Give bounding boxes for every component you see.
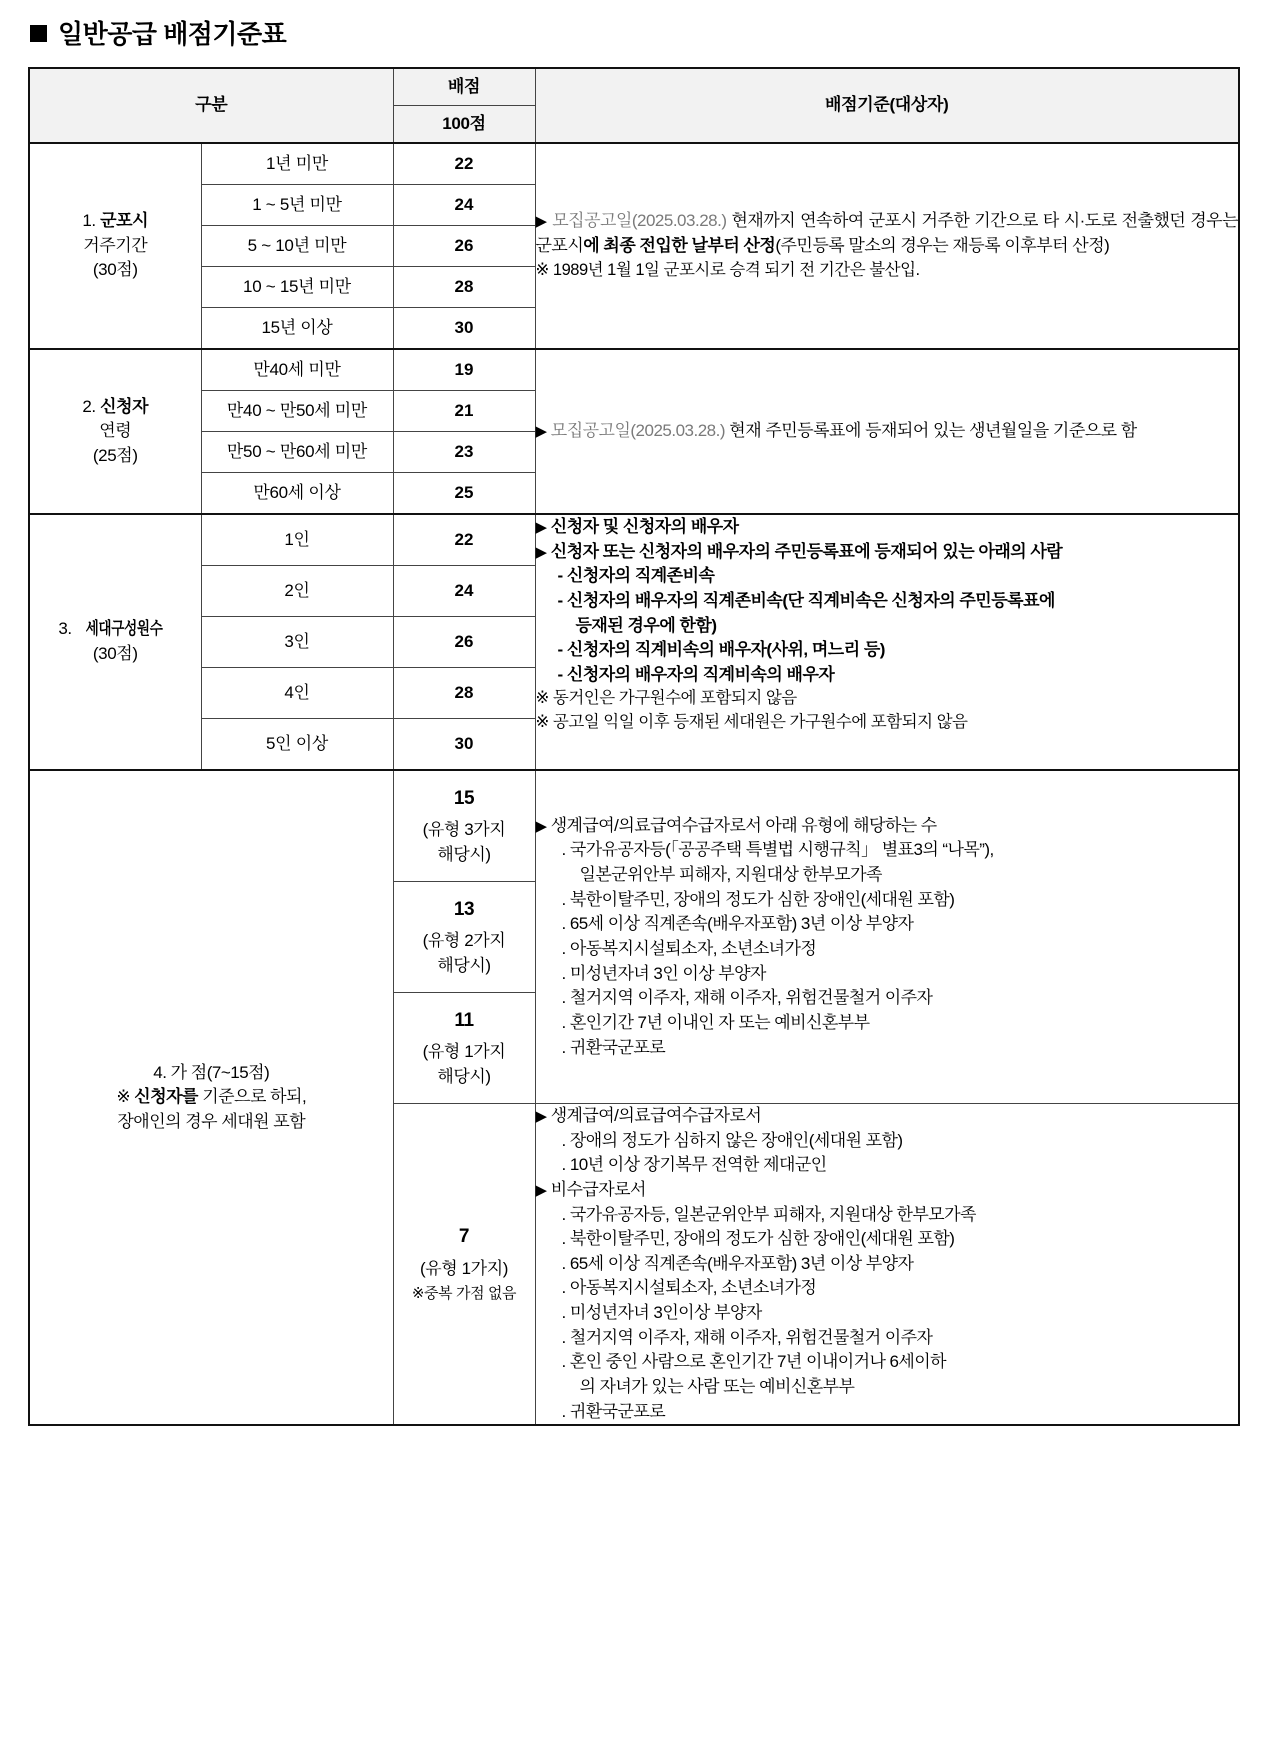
- square-bullet-icon: [30, 25, 47, 42]
- criteria-item: . 아동복지시설퇴소자, 소년소녀가정: [561, 939, 817, 958]
- dash-bullet-icon: -: [557, 590, 563, 610]
- dot-bullet-icon: .: [561, 1253, 566, 1273]
- section-label-age: [29, 349, 201, 514]
- table-row: [29, 514, 1239, 566]
- section-label-line1: 3. 세대구성원수: [58, 619, 163, 639]
- triangle-bullet-icon: ▶: [535, 213, 548, 231]
- condition-cell: 만40세 미만: [201, 349, 393, 391]
- bonus-label-line1: 4. 가 점(7~15점): [153, 1062, 270, 1082]
- dot-bullet-icon: .: [561, 1204, 566, 1224]
- condition-cell: 15년 이상: [201, 308, 393, 350]
- criteria-item: ▶ 생계급여/의료급여수급자로서 아래 유형에 해당하는 수: [535, 815, 937, 835]
- points-sub2: 해당시): [437, 955, 491, 975]
- section-label-bonus: [29, 770, 393, 1425]
- dash-bullet-icon: -: [557, 566, 563, 586]
- points-sub2: 해당시): [437, 1066, 491, 1086]
- criteria-item: . 혼인기간 7년 이내인 자 또는 예비신혼부부: [561, 1012, 870, 1032]
- section-label-household: [29, 514, 201, 770]
- header-points-total: 100점: [393, 106, 535, 144]
- dot-bullet-icon: .: [561, 914, 566, 934]
- section-label-line1: 2. 신청자: [82, 396, 149, 416]
- dot-bullet-icon: .: [561, 840, 566, 860]
- points-cell: 26: [393, 617, 535, 668]
- criteria-cell-bonus-group2: [535, 1104, 1239, 1426]
- dot-bullet-icon: .: [561, 1229, 566, 1249]
- condition-cell: 4인: [201, 668, 393, 719]
- criteria-note: ※ 동거인은 가구원수에 포함되지 않음: [535, 689, 797, 708]
- condition-cell: 만50 ~ 만60세 미만: [201, 432, 393, 473]
- table-row: [29, 349, 1239, 391]
- criteria-item: . 국가유공자등(「공공주택 특별법 시행규칙」 별표3의 “나목”),: [561, 840, 994, 860]
- condition-cell: 만60세 이상: [201, 473, 393, 515]
- criteria-item: . 미성년자녀 3인 이상 부양자: [561, 963, 766, 983]
- criteria-item-cont: 의 자녀가 있는 사람 또는 예비신혼부부: [579, 1377, 855, 1397]
- dot-bullet-icon: .: [561, 1037, 566, 1057]
- section-label-line3: (25점): [92, 445, 138, 465]
- bonus-label-line3: 장애인의 경우 세대원 포함: [117, 1111, 306, 1131]
- points-cell: 22: [393, 143, 535, 185]
- criteria-note: ※ 공고일 익일 이후 등재된 세대원은 가구원수에 포함되지 않음: [535, 713, 968, 732]
- dot-bullet-icon: .: [561, 1352, 566, 1372]
- dot-bullet-icon: .: [561, 1401, 566, 1421]
- points-value: 15: [453, 787, 475, 809]
- criteria-item: . 아동복지시설퇴소자, 소년소녀가정: [561, 1278, 817, 1298]
- points-cell-15: [393, 770, 535, 882]
- scoring-criteria-table: [28, 67, 1240, 1426]
- criteria-paragraph: [536, 209, 1239, 258]
- criteria-item: ▶ 생계급여/의료급여수급자로서: [535, 1106, 762, 1125]
- criteria-cell-bonus-group1: [535, 770, 1239, 1104]
- points-cell: 30: [393, 308, 535, 350]
- points-sub1: (유형 3가지: [422, 820, 506, 840]
- dot-bullet-icon: .: [561, 1012, 566, 1032]
- dash-bullet-icon: -: [557, 640, 563, 660]
- criteria-item: ▶ 신청자 또는 신청자의 배우자의 주민등록표에 등재되어 있는 아래의 사람: [535, 541, 1063, 561]
- criteria-item: . 철거지역 이주자, 재해 이주자, 위험건물철거 이주자: [561, 1327, 933, 1347]
- condition-cell: 5 ~ 10년 미만: [201, 226, 393, 267]
- points-sub1: (유형 2가지: [422, 931, 506, 951]
- criteria-paragraph: [536, 419, 1239, 444]
- table-row: [29, 143, 1239, 185]
- criteria-item: . 철거지역 이주자, 재해 이주자, 위험건물철거 이주자: [561, 988, 933, 1008]
- criteria-item: ▶ 비수급자로서: [535, 1179, 646, 1199]
- dot-bullet-icon: .: [561, 889, 566, 909]
- points-cell-7: [393, 1104, 535, 1426]
- criteria-text-1: 현재 주민등록표에 등재되어 있는 생년월일을 기준으로 함: [729, 421, 1137, 441]
- points-sub2: ※중복 가점 없음: [411, 1285, 517, 1303]
- condition-cell: 만40 ~ 만50세 미만: [201, 391, 393, 432]
- condition-cell: 1 ~ 5년 미만: [201, 185, 393, 226]
- dot-bullet-icon: .: [561, 1130, 566, 1150]
- page-title: [28, 14, 1240, 51]
- triangle-bullet-icon: ▶: [535, 1181, 547, 1199]
- points-sub2: 해당시): [437, 844, 491, 864]
- section-label-line2: 연령: [99, 421, 132, 441]
- criteria-note: ※ 1989년 1월 1일 군포시로 승격 되기 전 기간은 불산입.: [535, 260, 920, 279]
- dot-bullet-icon: .: [561, 1303, 566, 1323]
- table-row: [29, 770, 1239, 882]
- criteria-item: . 혼인 중인 사람으로 혼인기간 7년 이내이거나 6세이하: [561, 1352, 947, 1372]
- criteria-item: . 65세 이상 직계존속(배우자포함) 3년 이상 부양자: [561, 1253, 914, 1273]
- dot-bullet-icon: .: [561, 963, 566, 983]
- criteria-item: . 65세 이상 직계존속(배우자포함) 3년 이상 부양자: [561, 914, 914, 934]
- criteria-item: . 북한이탈주민, 장애의 정도가 심한 장애인(세대원 포함): [561, 1229, 955, 1249]
- criteria-cell-age: [535, 349, 1239, 514]
- criteria-item: . 10년 이상 장기복무 전역한 제대군인: [561, 1155, 827, 1175]
- points-sub1: (유형 1가지: [422, 1042, 506, 1062]
- dot-bullet-icon: .: [561, 988, 566, 1008]
- condition-cell: 10 ~ 15년 미만: [201, 267, 393, 308]
- dot-bullet-icon: .: [561, 1278, 566, 1298]
- points-value: 13: [453, 898, 475, 920]
- page-title-text: 일반공급 배점기준표: [58, 19, 287, 49]
- criteria-item: - 신청자의 배우자의 직계비속의 배우자: [557, 664, 835, 684]
- points-cell: 23: [393, 432, 535, 473]
- criteria-item: - 신청자의 직계존비속: [557, 566, 715, 586]
- condition-cell: 3인: [201, 617, 393, 668]
- criteria-text-1: 현재까지 연속하여 군포시 거주한 기간으로 타 시·도로 전출했던 경우는 군포시: [535, 211, 1239, 256]
- points-value: 11: [454, 1009, 474, 1031]
- triangle-bullet-icon: ▶: [535, 543, 547, 561]
- criteria-text-bold: 에 최종 전입한 날부터 산정: [583, 236, 776, 256]
- section-label-residence: [29, 143, 201, 349]
- dash-bullet-icon: -: [557, 664, 563, 684]
- criteria-item: ▶ 신청자 및 신청자의 배우자: [535, 517, 739, 536]
- points-cell: 30: [393, 719, 535, 771]
- criteria-item: . 장애의 정도가 심하지 않은 장애인(세대원 포함): [561, 1130, 903, 1150]
- criteria-date: 모집공고일(2025.03.28.): [550, 421, 726, 441]
- criteria-item: . 귀환국군포로: [561, 1401, 666, 1421]
- criteria-cell-household: [535, 514, 1239, 770]
- points-cell: 26: [393, 226, 535, 267]
- triangle-bullet-icon: ▶: [535, 817, 547, 835]
- section-label-line2: 거주기간: [83, 235, 148, 255]
- criteria-cell-residence: [535, 143, 1239, 349]
- criteria-item: . 미성년자녀 3인이상 부양자: [561, 1303, 762, 1323]
- criteria-item: . 국가유공자등, 일본군위안부 피해자, 지원대상 한부모가족: [561, 1204, 976, 1224]
- section-label-line1: 1. 군포시: [82, 211, 149, 231]
- criteria-item-cont: 일본군위안부 피해자, 지원대상 한부모가족: [579, 865, 882, 885]
- header-points: 배점: [393, 68, 535, 106]
- criteria-item: . 귀환국군포로: [561, 1037, 666, 1057]
- points-cell: 22: [393, 514, 535, 566]
- bonus-label-line2: ※ 신청자를 기준으로 하되,: [116, 1087, 307, 1107]
- condition-cell: 1인: [201, 514, 393, 566]
- triangle-bullet-icon: ▶: [535, 1108, 547, 1125]
- section-label-line3: (30점): [92, 260, 138, 280]
- condition-cell: 5인 이상: [201, 719, 393, 771]
- triangle-bullet-icon: ▶: [535, 423, 547, 441]
- points-sub1: (유형 1가지): [420, 1258, 508, 1278]
- points-cell: 24: [393, 566, 535, 617]
- points-cell-11: [393, 993, 535, 1104]
- criteria-item: - 신청자의 직계비속의 배우자(사위, 며느리 등): [557, 640, 885, 660]
- dot-bullet-icon: .: [561, 1155, 566, 1175]
- dot-bullet-icon: .: [561, 939, 566, 958]
- section-label-line3: (30점): [92, 644, 138, 663]
- criteria-item: - 신청자의 배우자의 직계존비속(단 직계비속은 신청자의 주민등록표에: [557, 590, 1055, 610]
- header-criteria: 배점기준(대상자): [535, 68, 1239, 143]
- points-cell: 28: [393, 668, 535, 719]
- criteria-item-cont: 등재된 경우에 한함): [575, 615, 717, 635]
- points-cell-13: [393, 882, 535, 993]
- points-cell: 19: [393, 349, 535, 391]
- condition-cell: 1년 미만: [201, 143, 393, 185]
- points-cell: 28: [393, 267, 535, 308]
- triangle-bullet-icon: ▶: [535, 519, 547, 536]
- criteria-item: . 북한이탈주민, 장애의 정도가 심한 장애인(세대원 포함): [561, 889, 955, 909]
- points-value: 7: [458, 1226, 470, 1248]
- header-category: 구분: [29, 68, 393, 143]
- points-cell: 24: [393, 185, 535, 226]
- points-cell: 25: [393, 473, 535, 515]
- dot-bullet-icon: .: [561, 1327, 566, 1347]
- criteria-date: 모집공고일(2025.03.28.): [552, 211, 727, 231]
- criteria-text-tail: (주민등록 말소의 경우는 재등록 이후부터 산정): [775, 236, 1110, 256]
- points-cell: 21: [393, 391, 535, 432]
- table-header-row: [29, 68, 1239, 106]
- condition-cell: 2인: [201, 566, 393, 617]
